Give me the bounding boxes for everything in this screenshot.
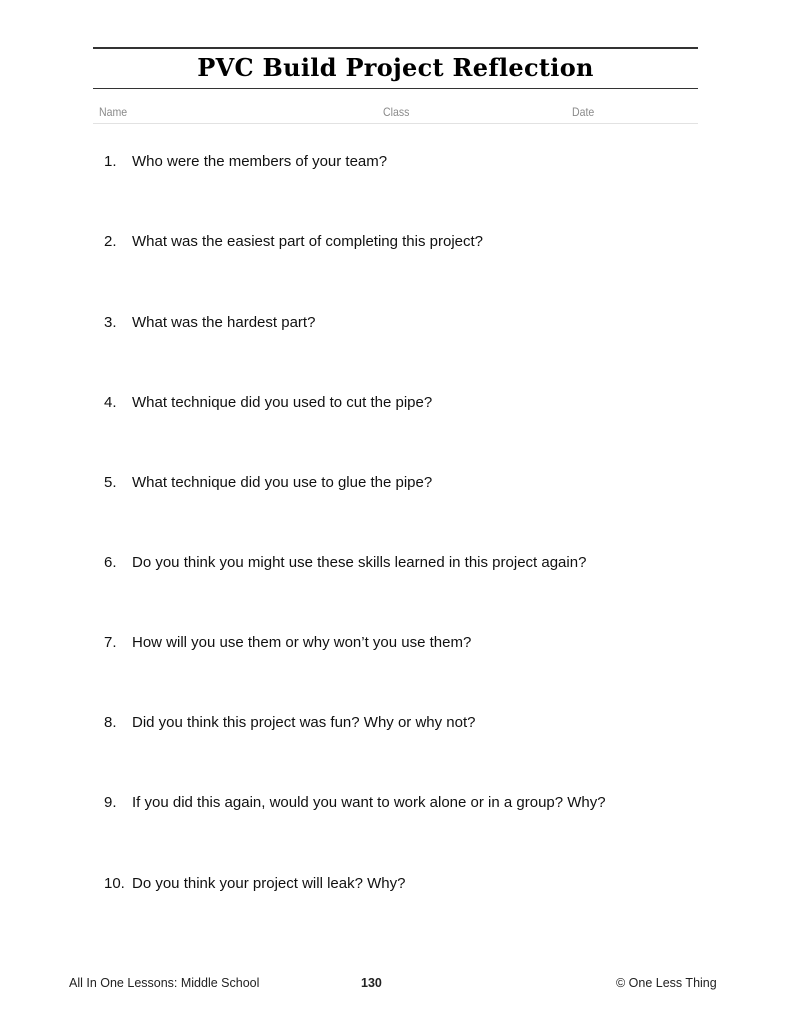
question-item [104, 394, 432, 411]
question-item [104, 634, 471, 651]
question-number: 7. [104, 634, 117, 651]
question-text: If you did this again, would you want to work alone or in a group? Why? [132, 794, 606, 811]
question-number: 3. [104, 314, 117, 331]
question-item [104, 554, 586, 571]
question-text: Do you think you might use these skills learned in this project again? [132, 554, 587, 571]
question-text: What was the easiest part of completing this project? [132, 233, 484, 250]
question-number: 10. [104, 875, 125, 892]
question-text: What was the hardest part? [132, 314, 316, 331]
footer-page-number: 130 [361, 976, 382, 990]
question-number: 4. [104, 394, 117, 411]
question-item [104, 233, 483, 250]
question-text: Do you think your project will leak? Why? [132, 875, 406, 892]
name-field-label: Name [99, 105, 128, 119]
question-text: Did you think this project was fun? Why or why not? [132, 714, 476, 731]
question-item [104, 314, 315, 331]
class-field-label: Class [383, 105, 410, 119]
question-text: How will you use them or why won’t you use them? [132, 634, 472, 651]
question-item [104, 474, 432, 491]
title-rule-bottom [93, 88, 698, 89]
question-number: 8. [104, 714, 117, 731]
question-number: 2. [104, 233, 117, 250]
date-field-label: Date [572, 105, 595, 119]
footer-copyright: © One Less Thing [616, 976, 717, 990]
page-title: PVC Build Project Reflection [197, 53, 594, 82]
question-number: 9. [104, 794, 117, 811]
question-number: 6. [104, 554, 117, 571]
question-item [104, 153, 387, 170]
question-number: 5. [104, 474, 117, 491]
title-rule-top [93, 47, 698, 49]
question-item [104, 714, 476, 731]
question-item [104, 875, 405, 892]
question-text: What technique did you used to cut the pipe? [132, 394, 433, 411]
question-text: Who were the members of your team? [132, 153, 388, 170]
question-text: What technique did you use to glue the pipe? [132, 474, 433, 491]
fields-underline [93, 123, 698, 124]
question-number: 1. [104, 153, 117, 170]
footer-series-title: All In One Lessons: Middle School [69, 976, 260, 990]
question-item [104, 794, 606, 811]
